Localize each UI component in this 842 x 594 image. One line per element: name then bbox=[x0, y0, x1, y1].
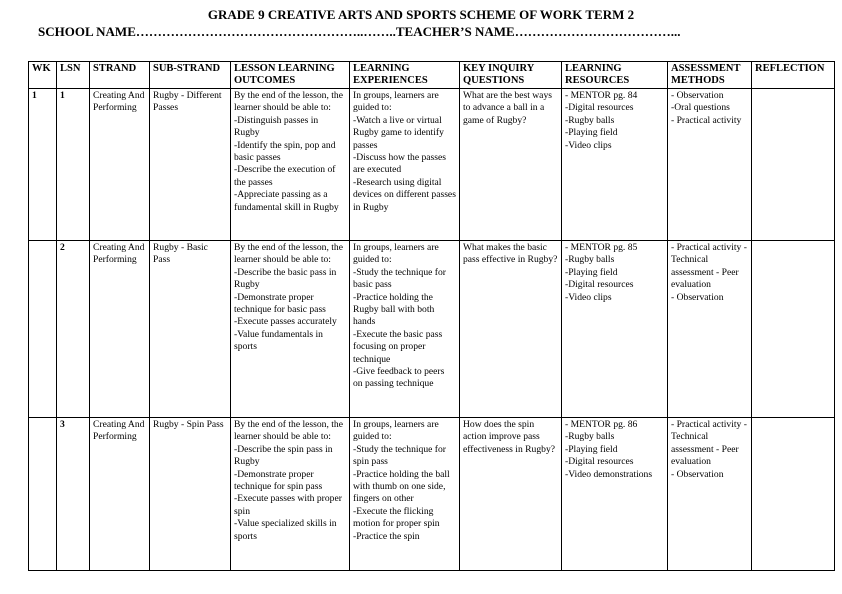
outcome-line: By the end of the lesson, the learner should be able to: bbox=[234, 90, 343, 114]
resource-line: - MENTOR pg. 85 bbox=[565, 242, 638, 253]
experience-line: -Give feedback to peers on passing technique bbox=[353, 366, 445, 390]
col-header-wk: WK bbox=[29, 62, 57, 89]
cell-resources bbox=[562, 89, 668, 241]
experience-line: In groups, learners are guided to: bbox=[353, 242, 439, 266]
col-header-lsn: LSN bbox=[57, 62, 90, 89]
outcome-line: -Execute passes accurately bbox=[234, 316, 337, 328]
col-header-strand: STRAND bbox=[90, 62, 150, 89]
cell-lsn: 3 bbox=[57, 418, 90, 571]
cell-questions: What are the best ways to advance a ball in a game of Rugby? bbox=[460, 89, 562, 241]
cell-outcomes bbox=[231, 89, 350, 241]
outcome-line: -Identify the spin, pop and basic passes bbox=[234, 139, 336, 164]
experience-line: -Watch a live or virtual Rugby game to identify passes bbox=[353, 114, 444, 151]
cell-assessment bbox=[668, 418, 752, 571]
cell-substrand: Rugby - Basic Pass bbox=[150, 241, 231, 418]
assessment-line: - Observation bbox=[671, 90, 724, 101]
outcome-line: -Describe the execution of the passes bbox=[234, 164, 336, 188]
school-teacher-line: SCHOOL NAME……………………………………………..……..TEACHER’S NAME………………………………... bbox=[38, 24, 681, 39]
col-header-assessment: ASSESSMENT METHODS bbox=[668, 62, 752, 89]
experience-line: -Practice the spin bbox=[353, 530, 420, 542]
experience-line: -Practice holding the ball with thumb on one side, fingers on other bbox=[353, 468, 450, 505]
cell-strand: Creating And Performing bbox=[90, 241, 150, 418]
assessment-line: - Practical activity bbox=[671, 114, 742, 126]
cell-strand: Creating And Performing bbox=[90, 89, 150, 241]
resource-line: -Playing field bbox=[565, 443, 618, 455]
outcome-line: -Demonstrate proper technique for spin pass bbox=[234, 468, 323, 493]
resource-line: -Playing field bbox=[565, 266, 618, 278]
outcome-line: -Execute passes with proper spin bbox=[234, 493, 342, 517]
experience-line: In groups, learners are guided to: bbox=[353, 419, 439, 443]
resource-line: -Digital resources bbox=[565, 102, 634, 114]
cell-experiences bbox=[350, 418, 460, 571]
experience-line: -Practice holding the Rugby ball with both hands bbox=[353, 291, 435, 328]
outcome-line: -Distinguish passes in Rugby bbox=[234, 114, 319, 139]
resource-line: -Video clips bbox=[565, 291, 612, 303]
experience-line: -Study the technique for spin pass bbox=[353, 443, 446, 468]
outcome-line: -Describe the spin pass in Rugby bbox=[234, 443, 333, 468]
table-row bbox=[29, 89, 835, 241]
cell-reflection bbox=[752, 89, 835, 241]
cell-assessment bbox=[668, 241, 752, 418]
outcome-line: -Appreciate passing as a fundamental skill in Rugby bbox=[234, 189, 339, 213]
cell-lsn: 2 bbox=[57, 241, 90, 418]
experience-line: -Study the technique for basic pass bbox=[353, 266, 446, 291]
experience-line: -Execute the flicking motion for proper spin bbox=[353, 505, 440, 530]
resource-line: -Video demonstrations bbox=[565, 468, 653, 480]
experience-line: -Research using digital devices on different passes in Rugby bbox=[353, 176, 456, 213]
cell-questions: How does the spin action improve pass effectiveness in Rugby? bbox=[460, 418, 562, 571]
assessment-line: - Practical activity - Technical assessment - Peer evaluation bbox=[671, 242, 747, 291]
cell-lsn: 1 bbox=[57, 89, 90, 241]
cell-resources bbox=[562, 241, 668, 418]
outcome-line: By the end of the lesson, the learner should be able to: bbox=[234, 419, 343, 443]
cell-resources bbox=[562, 418, 668, 571]
cell-experiences bbox=[350, 89, 460, 241]
col-header-reflection: REFLECTION bbox=[752, 62, 835, 89]
resource-line: -Video clips bbox=[565, 139, 612, 151]
resource-line: - MENTOR pg. 86 bbox=[565, 419, 638, 430]
outcome-line: -Value specialized skills in sports bbox=[234, 518, 337, 542]
cell-reflection bbox=[752, 418, 835, 571]
assessment-line: - Practical activity - Technical assessment - Peer evaluation bbox=[671, 419, 747, 468]
experience-line: -Discuss how the passes are executed bbox=[353, 152, 446, 176]
col-header-substrand: SUB-STRAND bbox=[150, 62, 231, 89]
assessment-line: - Observation bbox=[671, 468, 724, 480]
assessment-line: - Observation bbox=[671, 291, 724, 303]
cell-wk bbox=[29, 241, 57, 418]
outcome-line: By the end of the lesson, the learner should be able to: bbox=[234, 242, 343, 266]
resource-line: -Digital resources bbox=[565, 279, 634, 291]
document-title: GRADE 9 CREATIVE ARTS AND SPORTS SCHEME OF WORK TERM 2 bbox=[207, 7, 635, 22]
cell-outcomes bbox=[231, 418, 350, 571]
col-header-experiences: LEARNING EXPERIENCES bbox=[350, 62, 460, 89]
resource-line: - MENTOR pg. 84 bbox=[565, 90, 638, 101]
cell-strand: Creating And Performing bbox=[90, 418, 150, 571]
cell-assessment bbox=[668, 89, 752, 241]
resource-line: -Rugby balls bbox=[565, 431, 615, 443]
resource-line: -Digital resources bbox=[565, 456, 634, 468]
cell-questions: What makes the basic pass effective in Rugby? bbox=[460, 241, 562, 418]
col-header-questions: KEY INQUIRY QUESTIONS bbox=[460, 62, 562, 89]
table-row bbox=[29, 418, 835, 571]
resource-line: -Rugby balls bbox=[565, 114, 615, 126]
outcome-line: -Value fundamentals in sports bbox=[234, 328, 323, 353]
outcome-line: -Describe the basic pass in Rugby bbox=[234, 266, 337, 291]
cell-substrand: Rugby - Spin Pass bbox=[150, 418, 231, 571]
cell-outcomes bbox=[231, 241, 350, 418]
cell-reflection bbox=[752, 241, 835, 418]
cell-wk: 1 bbox=[29, 89, 57, 241]
scheme-of-work-table bbox=[28, 61, 835, 571]
col-header-outcomes: LESSON LEARNING OUTCOMES bbox=[231, 62, 350, 89]
experience-line: -Execute the basic pass focusing on proper technique bbox=[353, 328, 443, 365]
cell-wk bbox=[29, 418, 57, 571]
table-header-row bbox=[29, 62, 835, 89]
col-header-resources: LEARNING RESOURCES bbox=[562, 62, 668, 89]
table-row bbox=[29, 241, 835, 418]
outcome-line: -Demonstrate proper technique for basic pass bbox=[234, 291, 326, 316]
cell-substrand: Rugby - Different Passes bbox=[150, 89, 231, 241]
experience-line: In groups, learners are guided to: bbox=[353, 90, 439, 114]
resource-line: -Rugby balls bbox=[565, 254, 615, 266]
assessment-line: -Oral questions bbox=[671, 102, 730, 114]
resource-line: -Playing field bbox=[565, 127, 618, 139]
cell-experiences bbox=[350, 241, 460, 418]
